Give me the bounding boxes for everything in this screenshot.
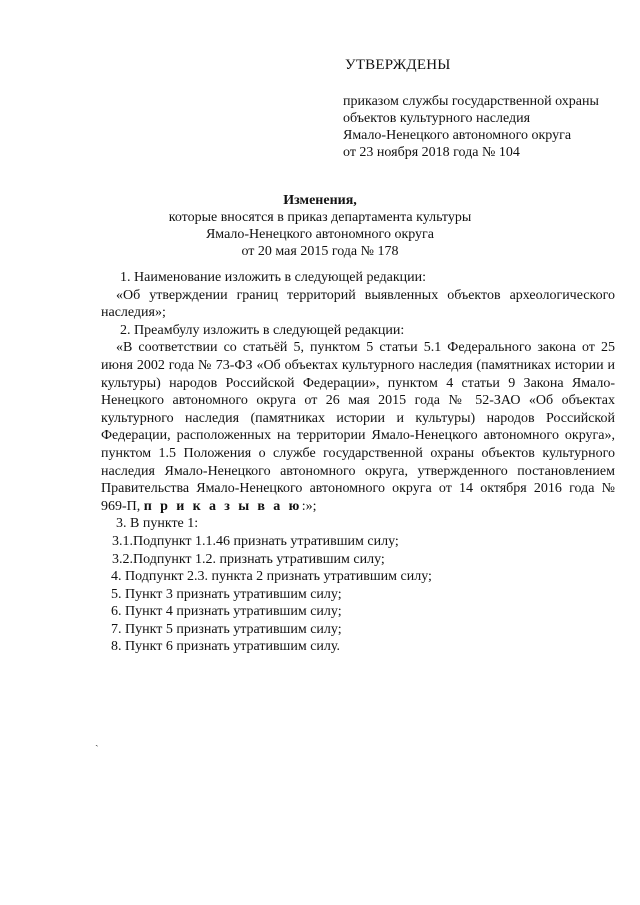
approval-line: приказом службы государственной охраны	[343, 94, 599, 109]
item-2-quote	[101, 339, 615, 515]
document-subtitle-line: которые вносятся в приказ департамента культуры	[168, 210, 472, 225]
quote-line: «В соответствии со статьёй 5, пунктом 5 статьи 5.1 Федерального закона от 25	[116, 340, 615, 356]
quote-final-prefix: 969-П,	[101, 498, 144, 514]
item-1-quote: «Об утверждении границ территорий выявленных объектов археологического наследия»;	[101, 287, 615, 321]
item-1-heading: 1. Наименование изложить в следующей редакции:	[120, 270, 426, 285]
approval-line: Ямало-Ненецкого автономного округа	[343, 128, 572, 143]
quote-line: культуры) народов Российской Федерации», пунктом 4 статьи 9 Закона Ямало-	[101, 375, 615, 391]
list-item: 4. Подпункт 2.3. пункта 2 признать утратившим силу;	[111, 569, 432, 585]
document-subtitle-line: от 20 мая 2015 года № 178	[241, 244, 399, 259]
quote-final-suffix: :»;	[301, 498, 317, 514]
approval-title: УТВЕРЖДЕНЫ	[345, 57, 451, 73]
order-word: п р и к а з ы в а ю	[143, 498, 302, 514]
list-item: 3.1.Подпункт 1.1.46 признать утратившим силу;	[112, 533, 399, 549]
approval-stamp-block	[343, 57, 633, 161]
quote-line: Федерации, расположенных на территории Ямало-Ненецкого автономного округа»,	[101, 428, 615, 444]
quote-line: пунктом 1.5 Положения о службе государственной охраны объектов культурного	[101, 445, 615, 461]
quote-line: Ненецкого автономного округа от 26 мая 2015 года № 52-ЗАО «Об объектах	[101, 393, 615, 409]
document-body	[103, 269, 615, 656]
quote-line: Правительства Ямало-Ненецкого автономного округа от 14 октября 2016 года №	[101, 481, 615, 497]
list-item: 8. Пункт 6 признать утратившим силу.	[111, 639, 340, 655]
list-item: 5. Пункт 3 признать утратившим силу;	[111, 586, 342, 602]
document-title: Изменения,	[283, 193, 357, 208]
list-item: 3.2.Подпункт 1.2. признать утратившим силу;	[112, 551, 385, 567]
document-subtitle-line: Ямало-Ненецкого автономного округа	[205, 227, 435, 242]
approval-line: от 23 ноября 2018 года № 104	[343, 145, 520, 160]
quote-line-final	[101, 498, 615, 516]
item-2-heading: 2. Преамбулу изложить в следующей редакции:	[120, 322, 405, 338]
item-3-heading: 3. В пункте 1:	[116, 516, 199, 532]
list-item: 7. Пункт 5 признать утратившим силу;	[111, 621, 342, 637]
approval-line: объектов культурного наследия	[343, 111, 531, 126]
list-item: 6. Пункт 4 признать утратившим силу;	[111, 604, 342, 620]
quote-line: культурного наследия (памятниках истории и культуры) народов Российской	[101, 410, 615, 426]
quote-line: наследия Ямало-Ненецкого автономного округа, утвержденного постановлением	[101, 463, 615, 479]
quote-line: июня 2002 года № 73-ФЗ «Об объектах культурного наследия (памятниках истории и	[101, 357, 615, 373]
stray-scan-mark: ˏ	[95, 735, 99, 747]
document-header	[120, 192, 520, 260]
